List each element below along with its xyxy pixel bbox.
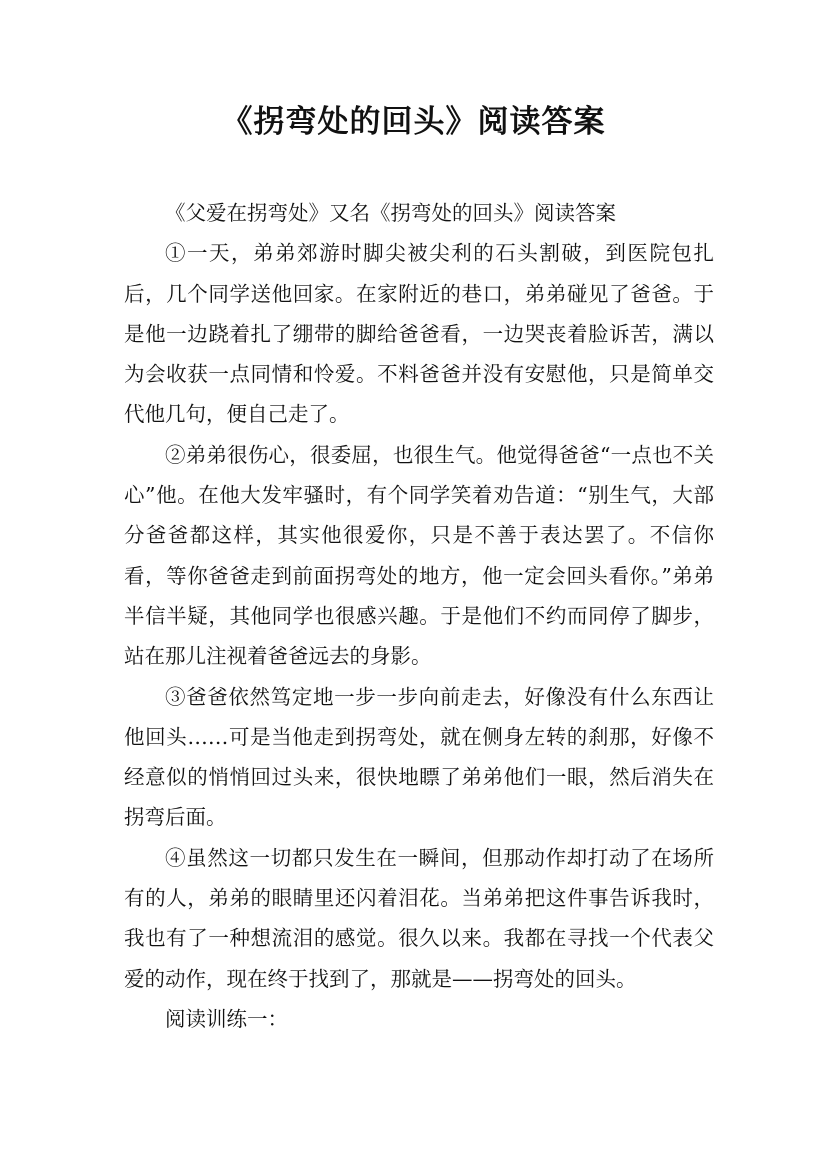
exercise-heading: 阅读训练一： (165, 1006, 288, 1031)
paragraph-2: ②弟弟很伤心，很委屈，也很生气。他觉得爸爸“一点也不关心”他。在他大发牢骚时，有个同学笑着劝告道：“别生气，大部分爸爸都这样，其实他很爱你，只是不善于表达罢了。不信你看，等你爸爸走到前面拐弯处的地方，他一定会回头看你。”弟弟半信半疑，其他同学也很感兴趣。于是他们不约而同停了脚步，站在那儿注视着爸爸远去的身影。 (124, 442, 714, 669)
paragraph-1: ①一天，弟弟郊游时脚尖被尖利的石头割破，到医院包扎后，几个同学送他回家。在家附近的巷口，弟弟碰见了爸爸。于是他一边跷着扎了绷带的脚给爸爸看，一边哭丧着脸诉苦，满以为会收获一点同情和怜爱。不料爸爸并没有安慰他，只是简单交代他几句，便自己走了。 (124, 241, 714, 427)
subtitle-paragraph: 《父爱在拐弯处》又名《拐弯处的回头》阅读答案 (165, 201, 616, 225)
document-title: 《拐弯处的回头》阅读答案 (221, 104, 606, 140)
paragraph-3: ③爸爸依然笃定地一步一步向前走去，好像没有什么东西让他回头……可是当他走到拐弯处，就在侧身左转的刹那，好像不经意似的悄悄回过头来，很快地瞟了弟弟他们一眼，然后消失在拐弯后面。 (124, 684, 714, 830)
paragraph-4: ④虽然这一切都只发生在一瞬间，但那动作却打动了在场所有的人，弟弟的眼睛里还闪着泪花。当弟弟把这件事告诉我时，我也有了一种想流泪的感觉。很久以来。我都在寻找一个代表父爱的动作，现在终于找到了，那就是——拐弯处的回头。 (124, 845, 714, 991)
document-body (124, 193, 714, 1039)
